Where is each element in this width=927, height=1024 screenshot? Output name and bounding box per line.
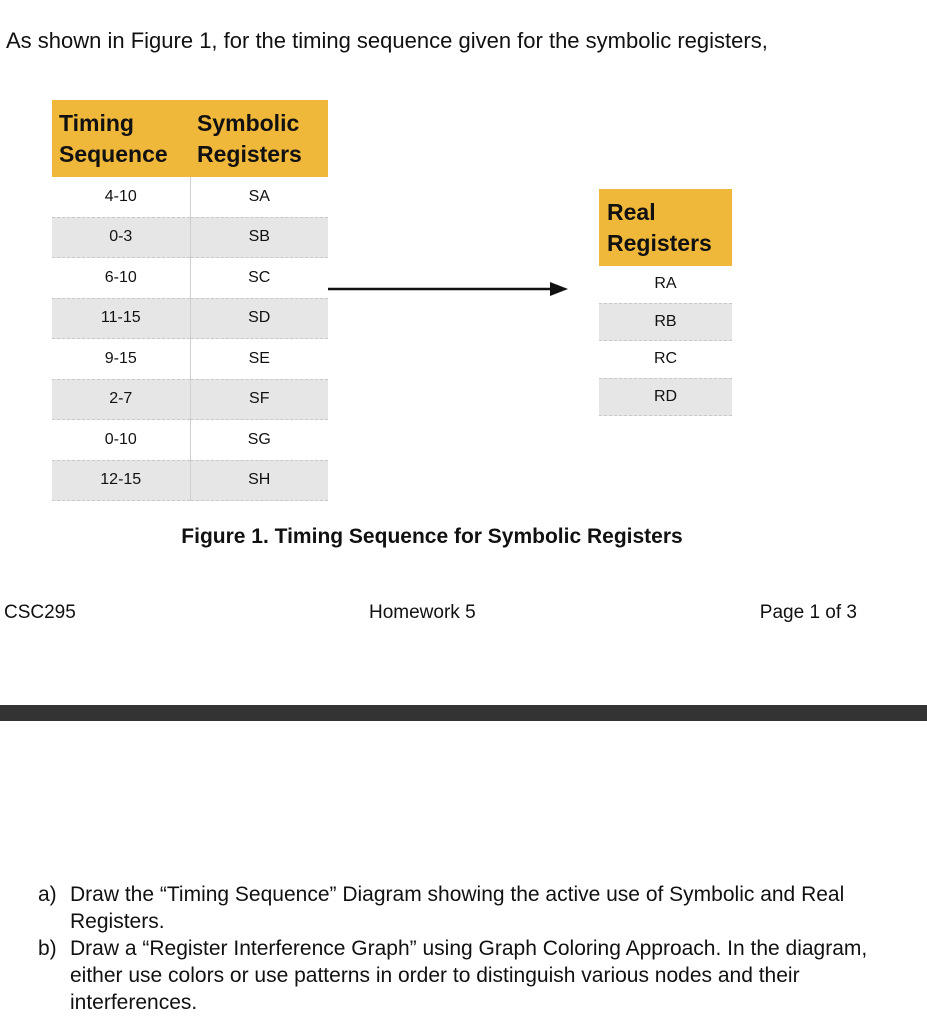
question-text: Draw the “Timing Sequence” Diagram showing the active use of Symbolic and Real Registers. [70, 883, 845, 933]
question-marker: a) [38, 883, 57, 906]
header-timing-sequence: Timing Sequence [52, 100, 190, 177]
register-cell: RD [599, 378, 732, 416]
timing-cell: 0-3 [52, 217, 190, 258]
register-cell: SG [190, 420, 328, 461]
question-item [38, 935, 878, 1016]
table-row [52, 217, 328, 258]
footer-course: CSC295 [4, 602, 76, 623]
table-row [52, 420, 328, 461]
real-registers-table [599, 189, 732, 416]
table-row [52, 339, 328, 380]
timing-cell: 4-10 [52, 177, 190, 217]
question-list [38, 881, 878, 1016]
register-cell: SE [190, 339, 328, 380]
question-marker: b) [38, 937, 57, 960]
timing-cell: 2-7 [52, 379, 190, 420]
table-row [599, 266, 732, 303]
header-symbolic-registers: Symbolic Registers [190, 100, 328, 177]
timing-cell: 0-10 [52, 420, 190, 461]
table-row [599, 303, 732, 341]
footer-title: Homework 5 [369, 602, 476, 623]
register-cell: RA [599, 266, 732, 303]
timing-cell: 11-15 [52, 298, 190, 339]
register-cell: SF [190, 379, 328, 420]
table-row [52, 298, 328, 339]
intro-text: As shown in Figure 1, for the timing sequence given for the symbolic registers, [6, 28, 768, 53]
register-cell: RB [599, 303, 732, 341]
register-cell: RC [599, 341, 732, 379]
table-row [52, 258, 328, 299]
header-real-registers: Real Registers [599, 189, 732, 266]
question-item [38, 881, 878, 935]
table-header-row [52, 100, 328, 177]
page-divider [0, 705, 927, 721]
table-row [599, 378, 732, 416]
footer-page-number: Page 1 of 3 [759, 602, 857, 623]
table-row [599, 341, 732, 379]
register-cell: SA [190, 177, 328, 217]
mapping-arrow-icon [328, 280, 570, 298]
table-row [52, 460, 328, 501]
register-cell: SD [190, 298, 328, 339]
figure-caption: Figure 1. Timing Sequence for Symbolic Registers [181, 525, 683, 548]
register-cell: SH [190, 460, 328, 501]
question-text: Draw a “Register Interference Graph” using Graph Coloring Approach. In the diagram, either use colors or use patterns in order to distinguish various nodes and their interferences. [70, 937, 868, 1014]
register-cell: SB [190, 217, 328, 258]
symbolic-registers-table [52, 100, 328, 501]
register-cell: SC [190, 258, 328, 299]
table-row [52, 177, 328, 217]
timing-cell: 12-15 [52, 460, 190, 501]
timing-cell: 9-15 [52, 339, 190, 380]
timing-cell: 6-10 [52, 258, 190, 299]
table-row [52, 379, 328, 420]
table-header-row [599, 189, 732, 266]
